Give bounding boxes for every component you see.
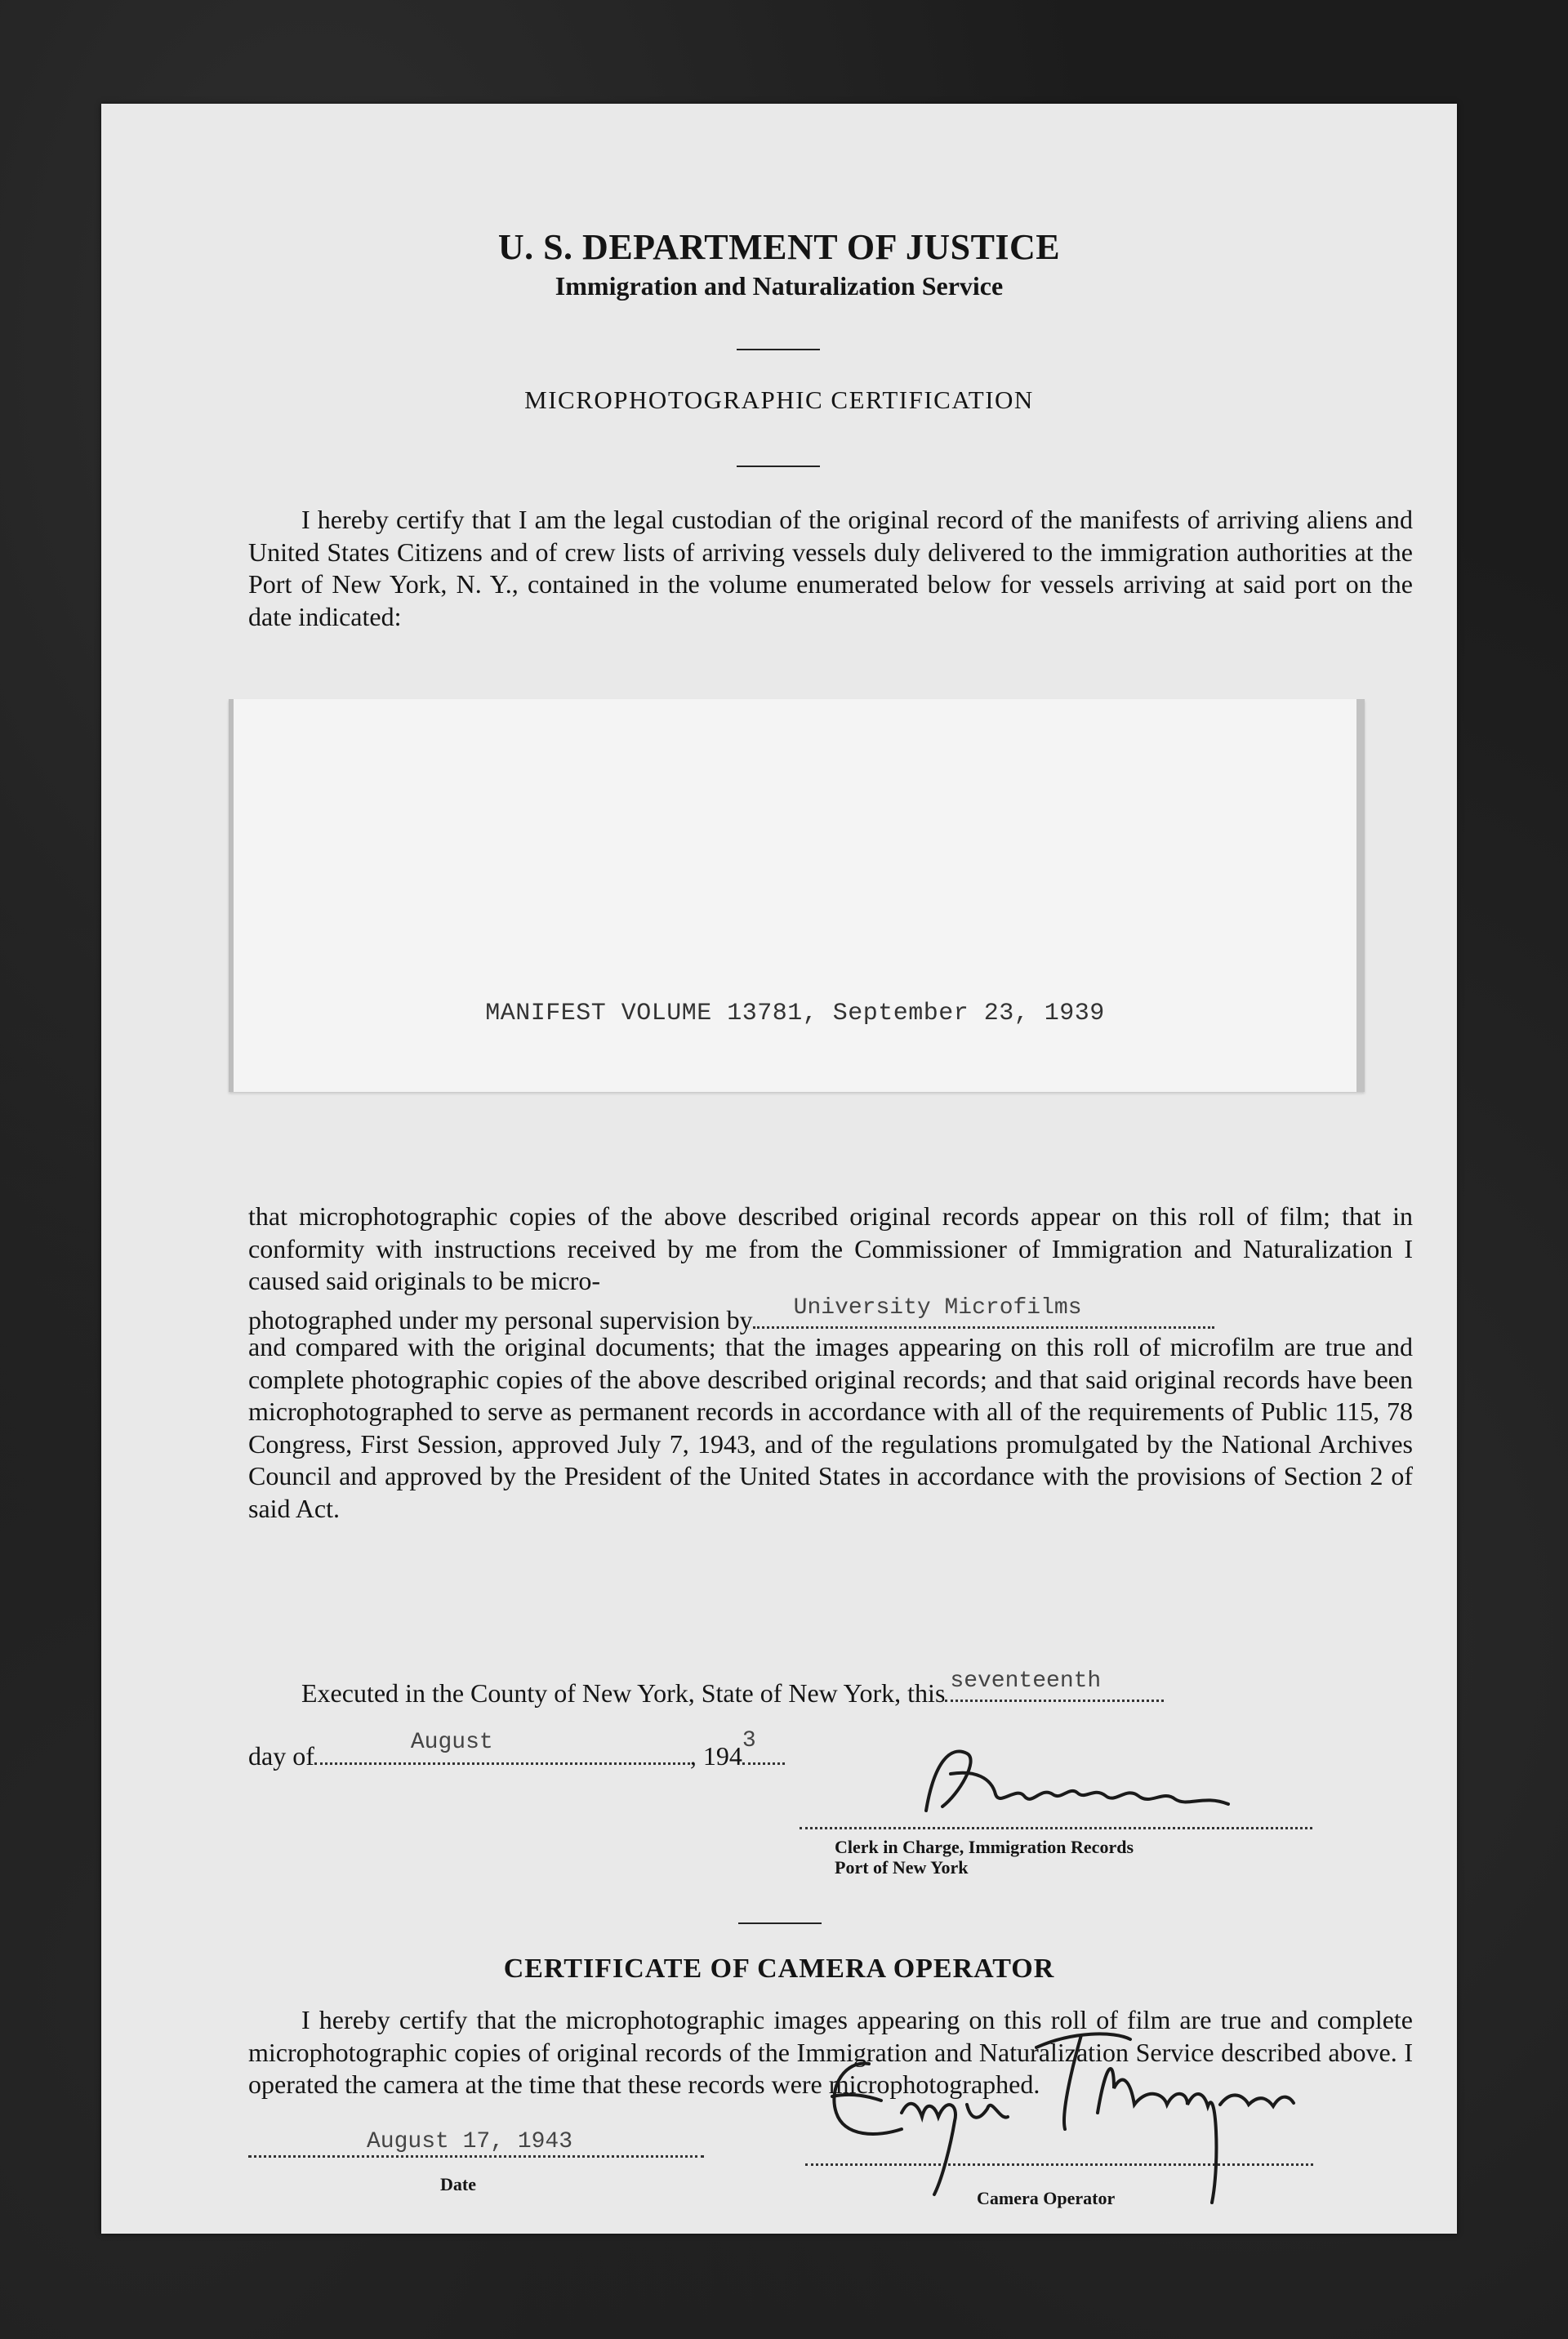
- body-paragraph-a: that microphotographic copies of the above described original records appear on this roll of film; that in conformity with instructions received by me from the Commissioner of Immigration and Naturalization I caused said originals to be micro-: [248, 1201, 1413, 1295]
- intro-paragraph: I hereby certify that I am the legal custodian of the original record of the manifests of arriving aliens and United States Citizens and of crew lists of arriving vessels duly delivered to the immigration authorities at the Port of New York, N. Y., contained in the volume enumerated below for vessels arriving at said port on the date indicated:: [248, 505, 1413, 631]
- day-of-line: [248, 1728, 785, 1772]
- executed-line: [248, 1668, 1413, 1709]
- day-of-label: day of: [248, 1741, 314, 1771]
- year-dotted-field: [742, 1728, 785, 1765]
- divider-mid: [737, 466, 820, 467]
- day-dotted-field: [945, 1668, 1164, 1702]
- day-value: seventeenth: [950, 1668, 1102, 1694]
- clerk-title-line2: Port of New York: [835, 1857, 969, 1878]
- camera-certificate-heading: CERTIFICATE OF CAMERA OPERATOR: [503, 1954, 1055, 1984]
- camera-paragraph: I hereby certify that the microphotographic images appearing on this roll of film are true and complete microphotographic copies of original records of the Immigration and Naturalization Service described above. I operated the camera at the time that these records were microphotographed.: [248, 2005, 1413, 2099]
- camera-operator-signature: [804, 2015, 1294, 2211]
- clerk-signature: [918, 1729, 1261, 1827]
- executed-prefix: Executed in the County of New York, State of New York, this: [301, 1678, 946, 1708]
- divider-top: [737, 349, 820, 350]
- year-prefix: , 194: [689, 1741, 742, 1771]
- manifest-inset: [229, 699, 1365, 1092]
- camera-date-label: Date: [440, 2174, 476, 2194]
- camera-date-value: August 17, 1943: [367, 2129, 573, 2154]
- year-value: 3: [742, 1728, 756, 1753]
- department-title: U. S. DEPARTMENT OF JUSTICE: [497, 227, 1061, 267]
- supervision-prefix: photographed under my personal supervision by: [248, 1305, 753, 1334]
- supervision-value: University Microfilms: [793, 1295, 1082, 1321]
- camera-operator-label: Camera Operator: [977, 2188, 1116, 2208]
- supervision-line: [248, 1295, 1413, 1334]
- manifest-volume-label: MANIFEST VOLUME 13781, September 23, 1939: [485, 1000, 1105, 1027]
- month-dotted-field: [314, 1730, 690, 1765]
- certificate-page: [101, 104, 1457, 2234]
- month-value: August: [410, 1730, 493, 1755]
- body-paragraph-b: and compared with the original documents; that the images appearing on this roll of microfilm are true and complete photographic copies of the above described original records; and that said original records have been microphotographed to serve as permanent records in accordance with all of the requirements of Public 115, 78 Congress, First Session, approved July 7, 1943, and of the regulations promulgated by the National Archives Council and approved by the President of the United States in accordance with the provisions of Section 2 of said Act.: [248, 1332, 1413, 1523]
- supervision-dotted-field: [753, 1295, 1214, 1329]
- divider-bottom: [738, 1922, 822, 1924]
- certification-heading: MICROPHOTOGRAPHIC CERTIFICATION: [524, 385, 1034, 414]
- service-subtitle: Immigration and Naturalization Service: [555, 271, 1004, 301]
- clerk-title-line1: Clerk in Charge, Immigration Records: [835, 1837, 1134, 1857]
